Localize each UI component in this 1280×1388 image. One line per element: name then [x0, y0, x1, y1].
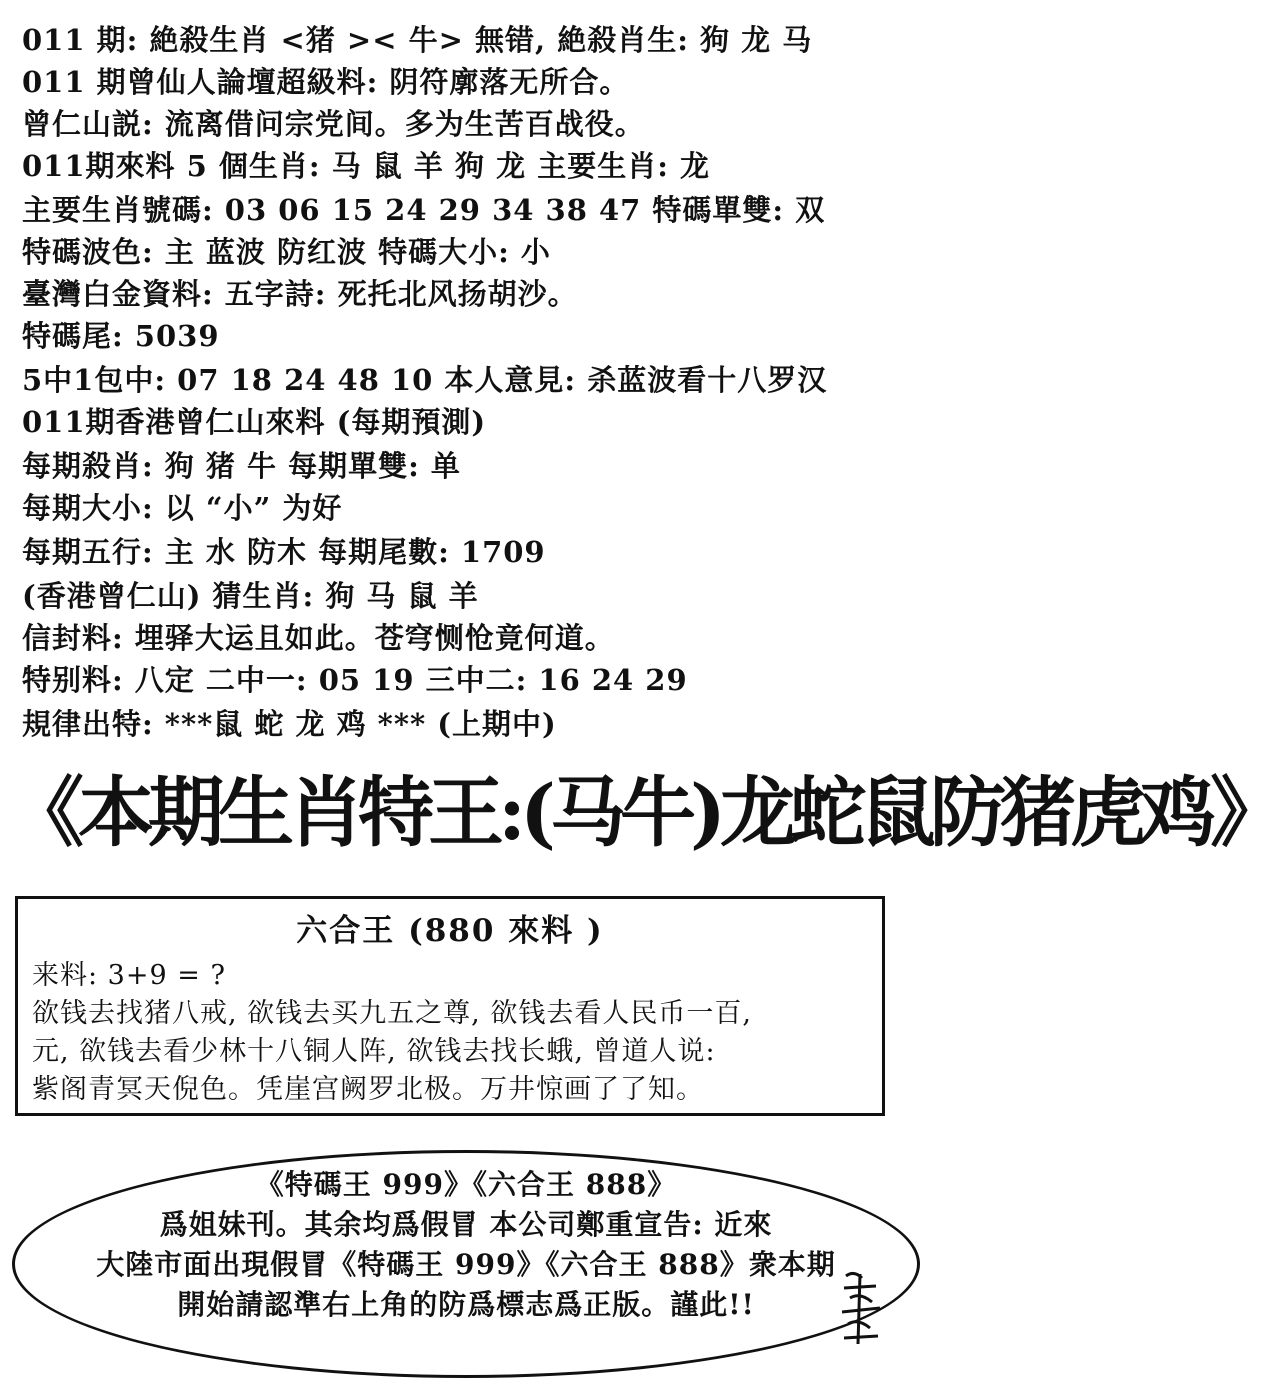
line-5: 主要生肖號碼: 03 06 15 24 29 34 38 47 特碼單雙: 双 [22, 193, 826, 227]
line-12: 每期大小: 以 “小” 为好 [22, 491, 343, 525]
box-line-2: 欲钱去找猪八戒, 欲钱去买九五之尊, 欲钱去看人民币一百, [32, 998, 752, 1029]
line-16: 特别料: 八定 二中一: 05 19 三中二: 16 24 29 [22, 663, 688, 697]
line-6: 特碼波色: 主 蓝波 防红波 特碼大小: 小 [22, 235, 551, 269]
line-4: 011期來料 5 個生肖: 马 鼠 羊 狗 龙 主要生肖: 龙 [22, 149, 710, 183]
oval-line-4: 開始請認準右上角的防爲標志爲正版。謹此!! [177, 1288, 755, 1321]
box-line-4: 紫阁青冥天倪色。凭崖宫阙罗北极。万井惊画了了知。 [32, 1074, 704, 1105]
oval-line-2: 爲姐妹刊。其余均爲假冒 本公司鄭重宣告: 近來 [159, 1208, 773, 1241]
line-2: 011 期曾仙人論壇超級料: 阴符廓落无所合。 [22, 65, 630, 99]
line-17: 規律出特: ***鼠 蛇 龙 鸡 *** (上期中) [22, 707, 557, 741]
line-13: 每期五行: 主 水 防木 每期尾數: 1709 [22, 535, 546, 569]
oval-line-1: 《特碼王 999》《六合王 888》 [255, 1168, 677, 1201]
line-7: 臺灣白金資料: 五字詩: 死托北风扬胡沙。 [22, 277, 578, 311]
line-9: 5中1包中: 07 18 24 48 10 本人意見: 杀蓝波看十八罗汉 [22, 363, 828, 397]
oval-line-3: 大陸市面出現假冒《特碼王 999》《六合王 888》衆本期 [96, 1248, 836, 1281]
line-8: 特碼尾: 5039 [22, 319, 220, 353]
notice-oval [12, 1150, 920, 1378]
line-1: 011 期: 絶殺生肖 <猪 >< 牛> 無错, 絶殺肖生: 狗 龙 马 [22, 23, 813, 57]
box-line-3: 元, 欲钱去看少林十八铜人阵, 欲钱去找长蛾, 曾道人说: [32, 1036, 716, 1067]
line-14: (香港曾仁山) 猜生肖: 狗 马 鼠 羊 [22, 579, 479, 613]
banner-headline: 《本期生肖特王:(马牛)龙蛇鼠防猪虎鸡》 [8, 768, 1280, 857]
seal-stamp-icon [836, 1268, 886, 1348]
line-15: 信封料: 埋驿大运且如此。苍穹恻怆竟何道。 [22, 621, 615, 655]
box-title: 六合王 (880 來料 ) [296, 913, 604, 949]
line-3: 曾仁山説: 流离借问宗党间。多为生苦百战役。 [22, 107, 645, 141]
line-11: 每期殺肖: 狗 猪 牛 每期單雙: 单 [22, 449, 461, 483]
info-box [15, 896, 885, 1116]
line-10: 011期香港曾仁山來料 (每期預測) [22, 405, 487, 439]
box-line-1: 来料: 3+9 = ? [32, 960, 226, 991]
